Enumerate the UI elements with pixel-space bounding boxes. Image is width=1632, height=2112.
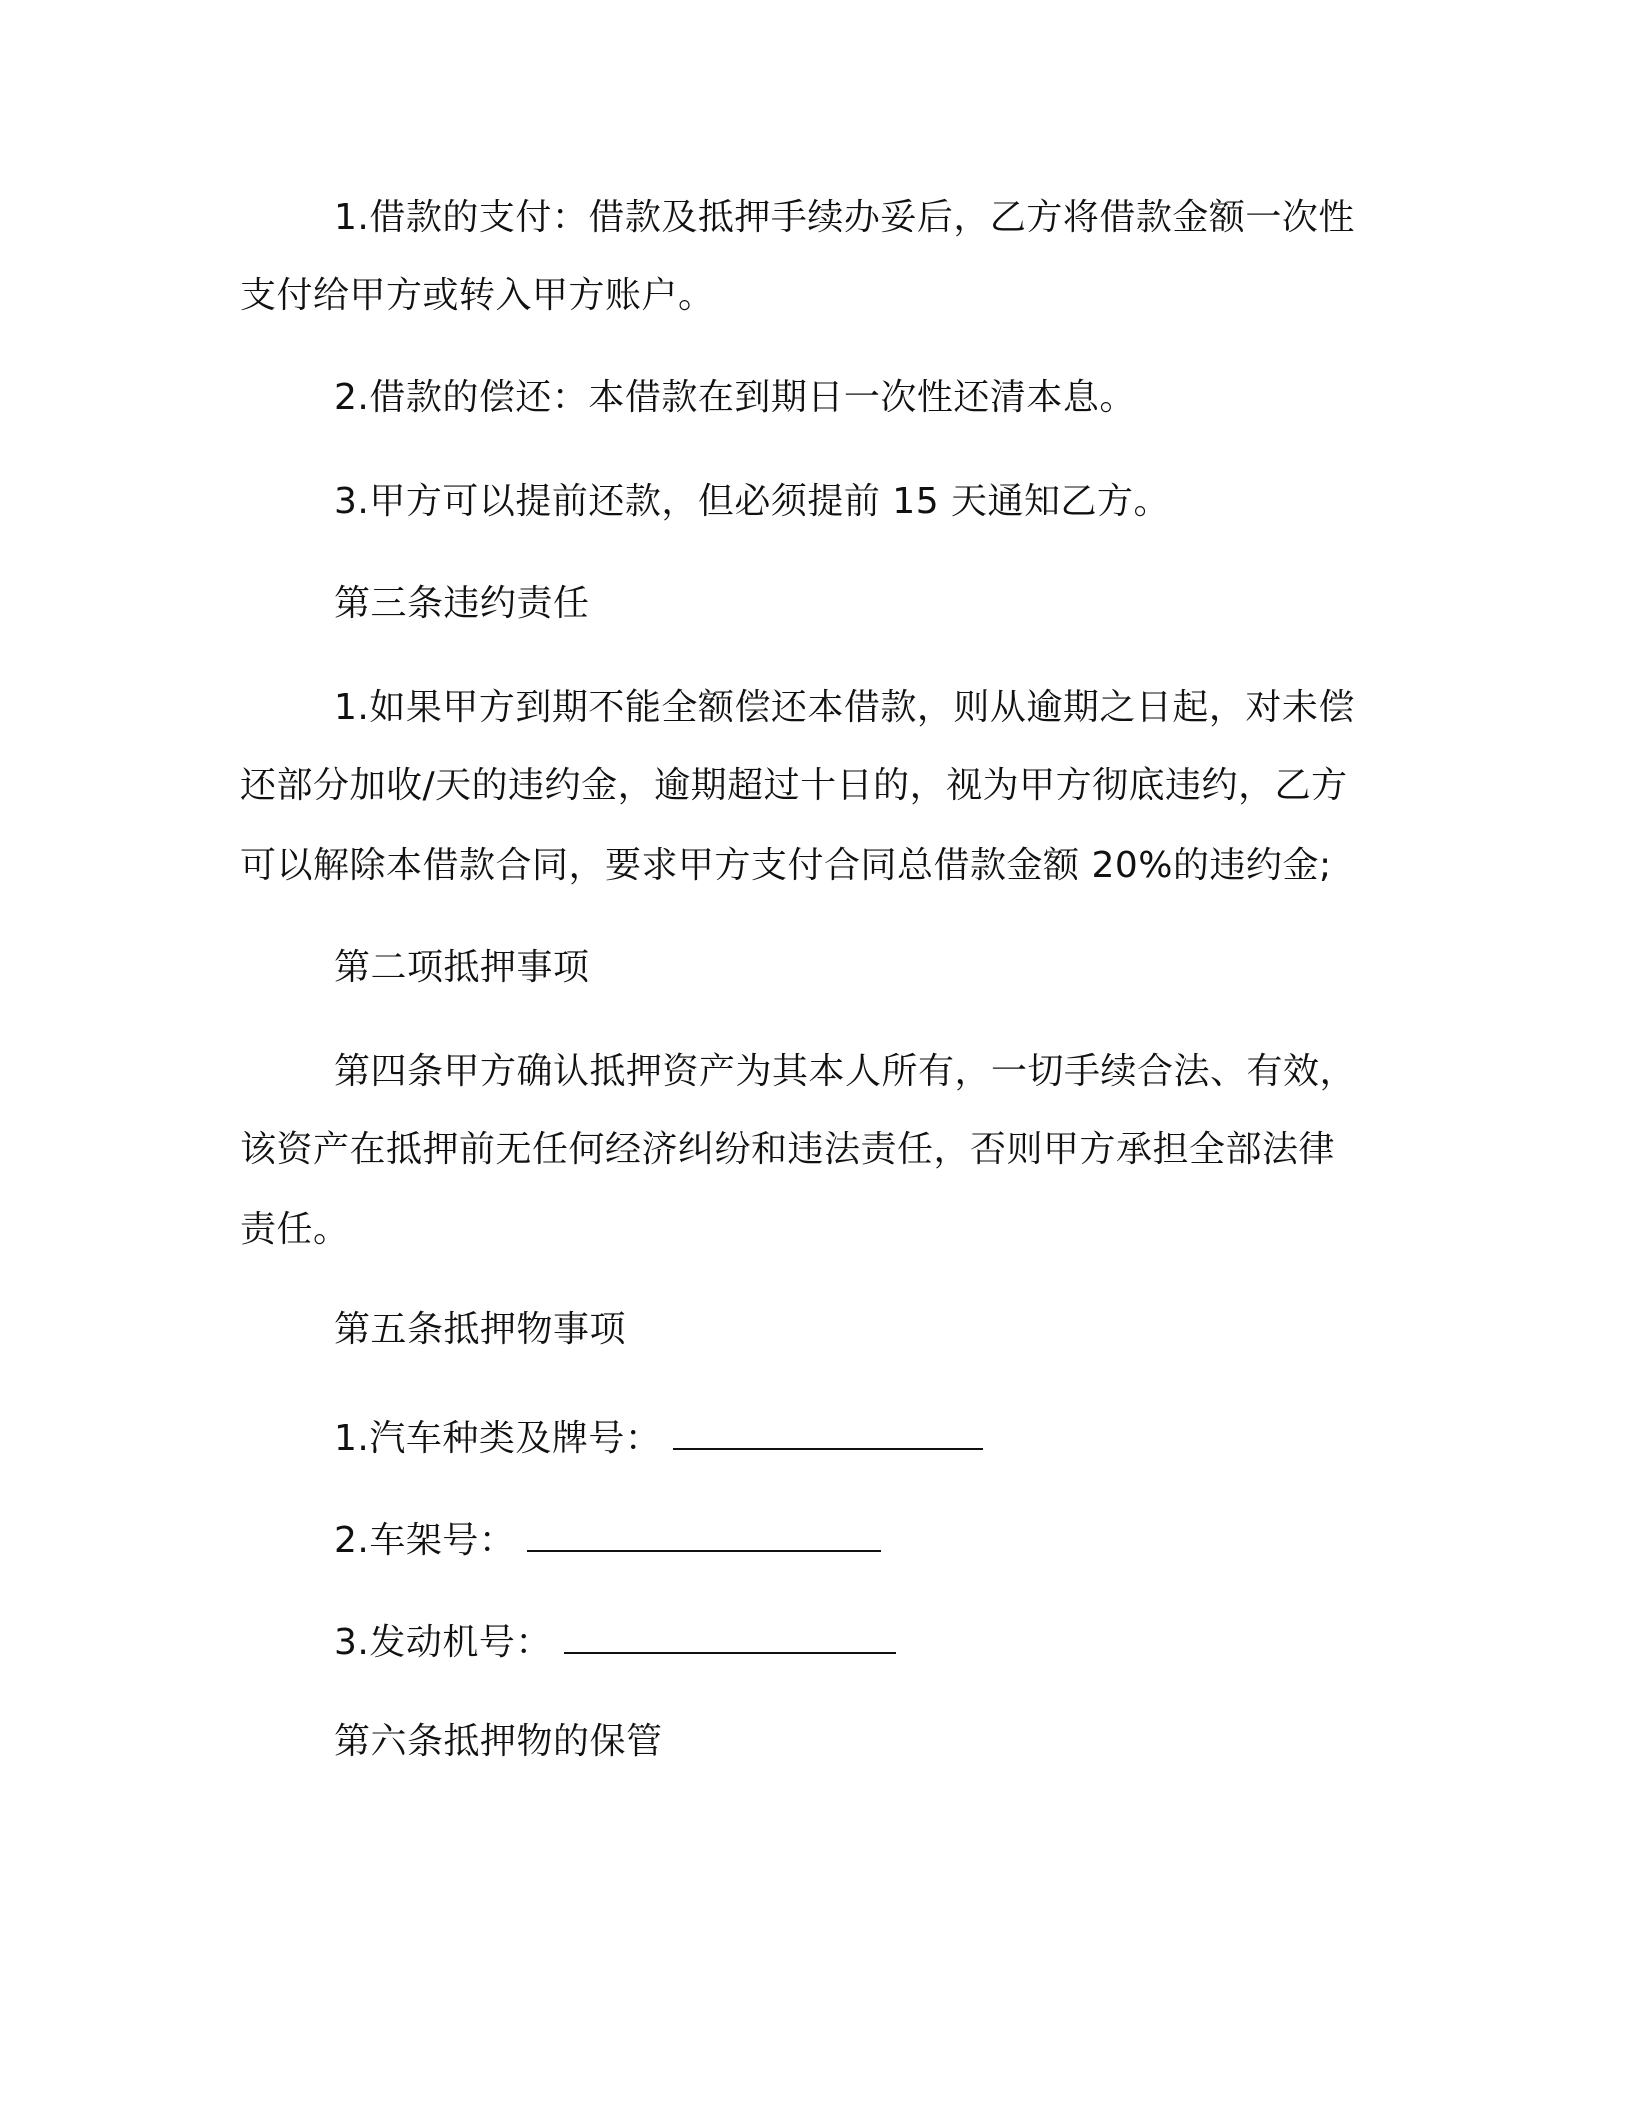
item-two-heading: 第二项抵押事项 — [334, 947, 590, 988]
default-clause-line-2: 还部分加收/天的违约金，逾期超过十日的，视为甲方彻底违约，乙方 — [240, 765, 1348, 806]
frame-number-blank — [527, 1516, 881, 1552]
vehicle-type-label: 1.汽车种类及牌号： — [334, 1418, 662, 1459]
vehicle-type-row — [334, 1414, 1400, 1459]
frame-number-row — [334, 1516, 1400, 1561]
payment-clause-line-1: 1.借款的支付：借款及抵押手续办妥后，乙方将借款金额一次性 — [334, 197, 1355, 238]
default-clause-line-3: 可以解除本借款合同，要求甲方支付合同总借款金额 20%的违约金; — [240, 845, 1332, 886]
article-three-heading: 第三条违约责任 — [334, 583, 590, 624]
engine-number-blank — [564, 1618, 896, 1654]
payment-clause-line-2: 支付给甲方或转入甲方账户。 — [240, 275, 715, 316]
engine-number-row — [334, 1618, 1400, 1663]
engine-number-label: 3.发动机号： — [334, 1622, 552, 1663]
article-four-line-1: 第四条甲方确认抵押资产为其本人所有，一切手续合法、有效， — [334, 1051, 1357, 1092]
article-five-heading: 第五条抵押物事项 — [334, 1309, 627, 1350]
article-four-line-2: 该资产在抵押前无任何经济纠纷和违法责任，否则甲方承担全部法律 — [240, 1129, 1336, 1170]
frame-number-label: 2.车架号： — [334, 1520, 516, 1561]
vehicle-type-blank — [673, 1414, 983, 1450]
article-four-line-3: 责任。 — [240, 1209, 350, 1250]
early-repayment-clause: 3.甲方可以提前还款，但必须提前 15 天通知乙方。 — [334, 481, 1171, 522]
article-six-heading: 第六条抵押物的保管 — [334, 1721, 663, 1762]
default-clause-line-1: 1.如果甲方到期不能全额偿还本借款，则从逾期之日起，对未偿 — [334, 687, 1355, 728]
repayment-clause: 2.借款的偿还：本借款在到期日一次性还清本息。 — [334, 377, 1136, 418]
